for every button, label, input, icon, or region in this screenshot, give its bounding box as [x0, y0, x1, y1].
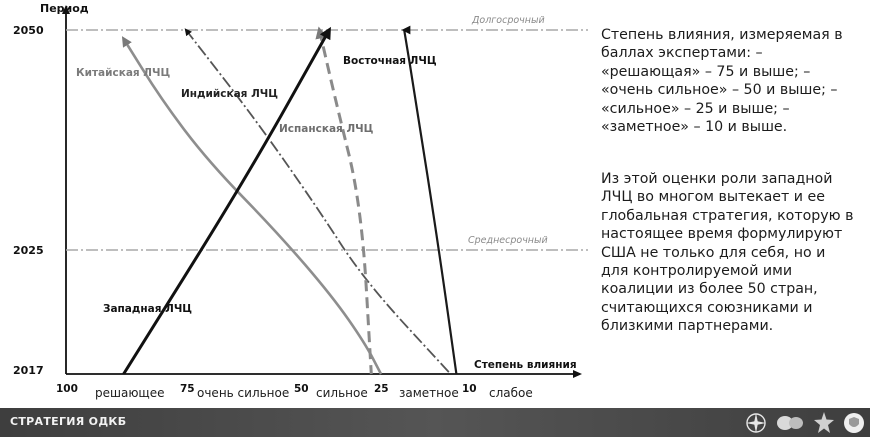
- x-tick-25: 25: [374, 383, 389, 395]
- series-label-spanish: Испанская ЛЧЦ: [279, 123, 374, 135]
- horizon-label-mid: Среднесрочный: [468, 235, 548, 246]
- x-category-decisive: решающее: [95, 386, 165, 400]
- x-tick-10: 10: [462, 383, 477, 395]
- x-tick-75: 75: [180, 383, 195, 395]
- series-indian-line: [186, 30, 451, 374]
- text-paragraph-scale: Степень влияния, измеряемая в баллах экспертами: – «решающая» – 75 и выше; – «очень сильное» – 50 и выше; – «сильное» – 25 и выше; – «заметное» – 10 и выше.: [601, 27, 843, 136]
- horizon-label-long: Долгосрочный: [472, 15, 545, 26]
- footer-label: СТРАТЕГИЯ ОДКБ: [10, 415, 127, 428]
- series-label-chinese: Китайская ЛЧЦ: [76, 67, 171, 79]
- globe-emblem-icon: [775, 411, 805, 435]
- text-paragraph-strategy: Из этой оценки роли западной ЛЧЦ во многом вытекает и ее глобальная стратегия, которую в настоящее время формулируют США не только для себя, но и для контролируемой ими коалиции из более 50 стран, считающихся союзниками и близкими партнерами.: [601, 171, 854, 335]
- y-tick-2025: 2025: [13, 244, 44, 257]
- footer-bar: [0, 408, 870, 437]
- series-label-western: Западная ЛЧЦ: [103, 303, 193, 315]
- series-label-eastern: Восточная ЛЧЦ: [343, 55, 437, 67]
- x-category-strong: сильное: [316, 386, 368, 400]
- y-tick-2017: 2017: [13, 364, 44, 377]
- shield-emblem-icon: [842, 411, 866, 435]
- x-tick-50: 50: [294, 383, 309, 395]
- x-category-notable: заметное: [399, 386, 459, 400]
- x-category-weak: слабое: [489, 386, 533, 400]
- y-tick-2050: 2050: [13, 24, 44, 37]
- x-tick-100: 100: [56, 383, 78, 395]
- series-spanish-line: [319, 30, 371, 374]
- x-axis-title: Степень влияния: [474, 359, 577, 371]
- series-eastern-line: [404, 30, 456, 374]
- x-category-very-strong: очень сильное: [197, 386, 290, 400]
- series-label-indian: Индийская ЛЧЦ: [181, 88, 279, 100]
- compass-emblem-icon: [744, 411, 768, 435]
- x-axis-arrow: [573, 370, 582, 378]
- y-axis-title: Период: [40, 2, 89, 15]
- star-emblem-icon: [812, 411, 836, 435]
